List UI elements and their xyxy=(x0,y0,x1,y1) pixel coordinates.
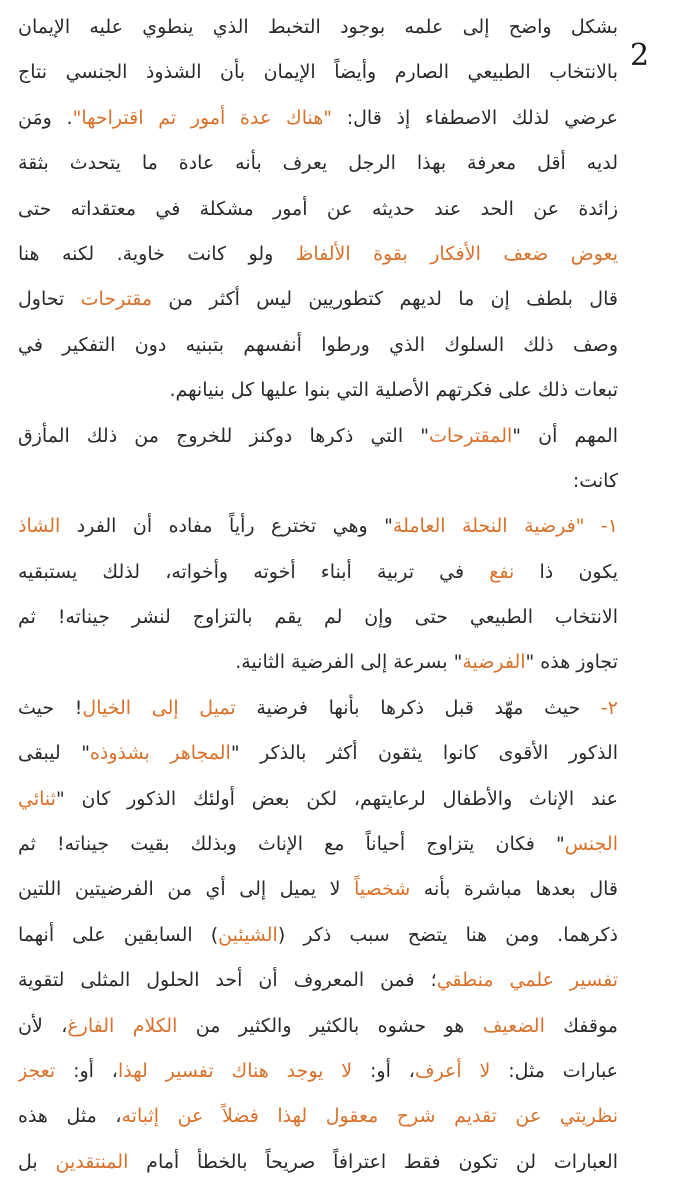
text-line xyxy=(18,1004,618,1049)
text-segment: عند الإناث والأطفال لرعايتهم، لكن بعض أولئك الذكور كان " xyxy=(55,787,618,810)
highlighted-phrase: يعوض ضعف الأفكار بقوة الألفاظ xyxy=(295,242,618,265)
highlighted-phrase: المنتقدين xyxy=(55,1150,129,1173)
text-segment: ، مثل هذه xyxy=(18,1105,122,1128)
text-line xyxy=(18,686,618,731)
text-line xyxy=(18,368,618,413)
text-segment: ، لأن xyxy=(18,1014,68,1037)
highlighted-phrase: الفرضية xyxy=(462,651,526,674)
text-segment: المهم أن " xyxy=(512,424,618,447)
text-line xyxy=(18,96,618,141)
text-segment: تبعات ذلك على فكرتهم الأصلية التي بنوا عليها كل بنيانهم. xyxy=(169,379,618,402)
highlighted-phrase: شخصياً xyxy=(354,878,411,901)
highlighted-phrase: الشيئين xyxy=(218,923,278,946)
highlighted-phrase: نظريتي عن تقديم شرح معقول لهذا فضلاً عن إثباته xyxy=(121,1105,618,1128)
text-line xyxy=(18,777,618,822)
highlighted-phrase: تعجز xyxy=(18,1059,56,1082)
text-line xyxy=(18,504,618,549)
text-segment: هو حشوه بالكثير والكثير من xyxy=(177,1014,483,1037)
highlighted-phrase: فرضية النحلة العاملة xyxy=(392,515,576,538)
text-line xyxy=(18,414,618,459)
text-line xyxy=(18,459,618,504)
text-segment: بالانتخاب الطبيعي الصارم وأيضاً الإيمان بأن الشذوذ الجنسي نتاج xyxy=(18,61,618,84)
text-segment: " ليبقى xyxy=(18,742,90,765)
text-line xyxy=(18,913,618,958)
text-segment: قال بلطف إن ما لديهم كتطوريين ليس أكثر من xyxy=(152,288,618,311)
text-segment: . ومَن xyxy=(18,106,73,129)
text-line xyxy=(18,550,618,595)
text-segment: " فكان يتزاوج أحياناً مع الإناث وبذلك بقيت جيناته! ثم xyxy=(18,833,565,856)
text-line xyxy=(18,277,618,322)
text-segment: عرضي لذلك الاصطفاء إذ قال: xyxy=(332,106,618,129)
text-segment: الانتخاب الطبيعي حتى وإن لم يقم بالتزاوج لنشر جيناته! ثم xyxy=(18,606,618,629)
article-text xyxy=(18,0,618,1185)
text-segment: ) السابقين على أنهما xyxy=(18,923,219,946)
highlighted-phrase: المجاهر بشذوذه xyxy=(89,742,231,765)
text-segment: العبارات لن تكون فقط اعترافاً صريحاً بالخطأ أمام xyxy=(128,1150,618,1173)
text-line xyxy=(18,1049,618,1094)
highlighted-phrase: لا يوجد هناك تفسير لهذا xyxy=(117,1059,353,1082)
highlighted-phrase: ثنائي xyxy=(18,787,56,810)
page-number: 2 xyxy=(630,38,650,73)
text-line xyxy=(18,5,618,50)
text-line xyxy=(18,141,618,186)
text-line xyxy=(18,731,618,776)
text-segment: ولو كانت خاوية. لكنه هنا xyxy=(18,242,296,265)
text-line xyxy=(18,1140,618,1185)
text-line xyxy=(18,232,618,277)
text-line xyxy=(18,1094,618,1139)
text-segment: تجاوز هذه " xyxy=(525,651,618,674)
text-segment: في تربية أبناء أخوته وأخواته، لذلك يستبقيه xyxy=(18,560,490,583)
text-segment: لا يميل إلى أي من الفرضيتين اللتين xyxy=(18,878,355,901)
highlighted-phrase: الجنس xyxy=(564,833,618,856)
text-segment: عبارات مثل: xyxy=(490,1059,618,1082)
text-segment: كانت: xyxy=(572,469,618,492)
highlighted-phrase: ٢- xyxy=(580,696,618,719)
text-segment: بشكل واضح إلى علمه بوجود التخبط الذي ينطوي عليه الإيمان xyxy=(18,16,618,38)
text-segment: بل xyxy=(18,1150,56,1173)
text-segment: ، أو: xyxy=(352,1059,415,1082)
text-segment: " وهي تخترع رأياً مفاده أن الفرد xyxy=(60,515,393,538)
highlighted-phrase: "هناك عدة أمور تم اقتراحها" xyxy=(72,106,332,129)
highlighted-phrase: لا أعرف xyxy=(414,1059,491,1082)
text-segment: ! حيث xyxy=(18,696,83,719)
text-segment: ؛ فمن المعروف أن أحد الحلول المثلى لتقوية xyxy=(18,969,437,992)
highlighted-phrase: نفع xyxy=(489,560,515,583)
highlighted-phrase: المقترحات xyxy=(428,424,513,447)
text-segment: تحاول xyxy=(18,288,81,311)
text-line xyxy=(18,323,618,368)
text-segment: موقفك xyxy=(544,1014,618,1037)
text-line xyxy=(18,958,618,1003)
highlighted-phrase: تفسير علمي منطقي xyxy=(436,969,618,992)
text-segment: لديه أقل معرفة بهذا الرجل يعرف بأنه عادة ما يتحدث بثقة xyxy=(18,152,618,175)
text-line xyxy=(18,867,618,912)
text-segment: " التي ذكرها دوكنز للخروج من ذلك المأزق xyxy=(18,424,429,447)
text-segment: ذكرهما. ومن هنا يتضح سبب ذكر ( xyxy=(277,923,618,946)
text-segment: يكون ذا xyxy=(514,560,618,583)
text-segment: قال بعدها مباشرة بأنه xyxy=(410,878,618,901)
text-segment: زائدة عن الحد عند حديثه عن أمور مشكلة في معتقداته حتى xyxy=(18,197,618,220)
text-line xyxy=(18,640,618,685)
text-segment: الذكور الأقوى كانوا يثقون أكثر بالذكر " xyxy=(230,742,618,765)
highlighted-phrase: ١- " xyxy=(575,515,618,538)
text-line xyxy=(18,187,618,232)
text-segment: وصف ذلك السلوك الذي ورطوا أنفسهم بتبنيه دون التفكير في xyxy=(18,333,618,356)
text-line xyxy=(18,595,618,640)
highlighted-phrase: تميل إلى الخيال xyxy=(82,696,236,719)
highlighted-phrase: الكلام الفارغ xyxy=(67,1014,178,1037)
highlighted-phrase: مقترحات xyxy=(80,288,153,311)
text-segment: حيث مهّد قبل ذكرها بأنها فرضية xyxy=(235,696,581,719)
text-segment: " بسرعة إلى الفرضية الثانية. xyxy=(235,651,463,674)
text-segment: ، أو: xyxy=(55,1059,118,1082)
text-line xyxy=(18,50,618,95)
highlighted-phrase: الشاذ xyxy=(18,515,61,538)
highlighted-phrase: الضعيف xyxy=(482,1014,545,1037)
text-line xyxy=(18,822,618,867)
